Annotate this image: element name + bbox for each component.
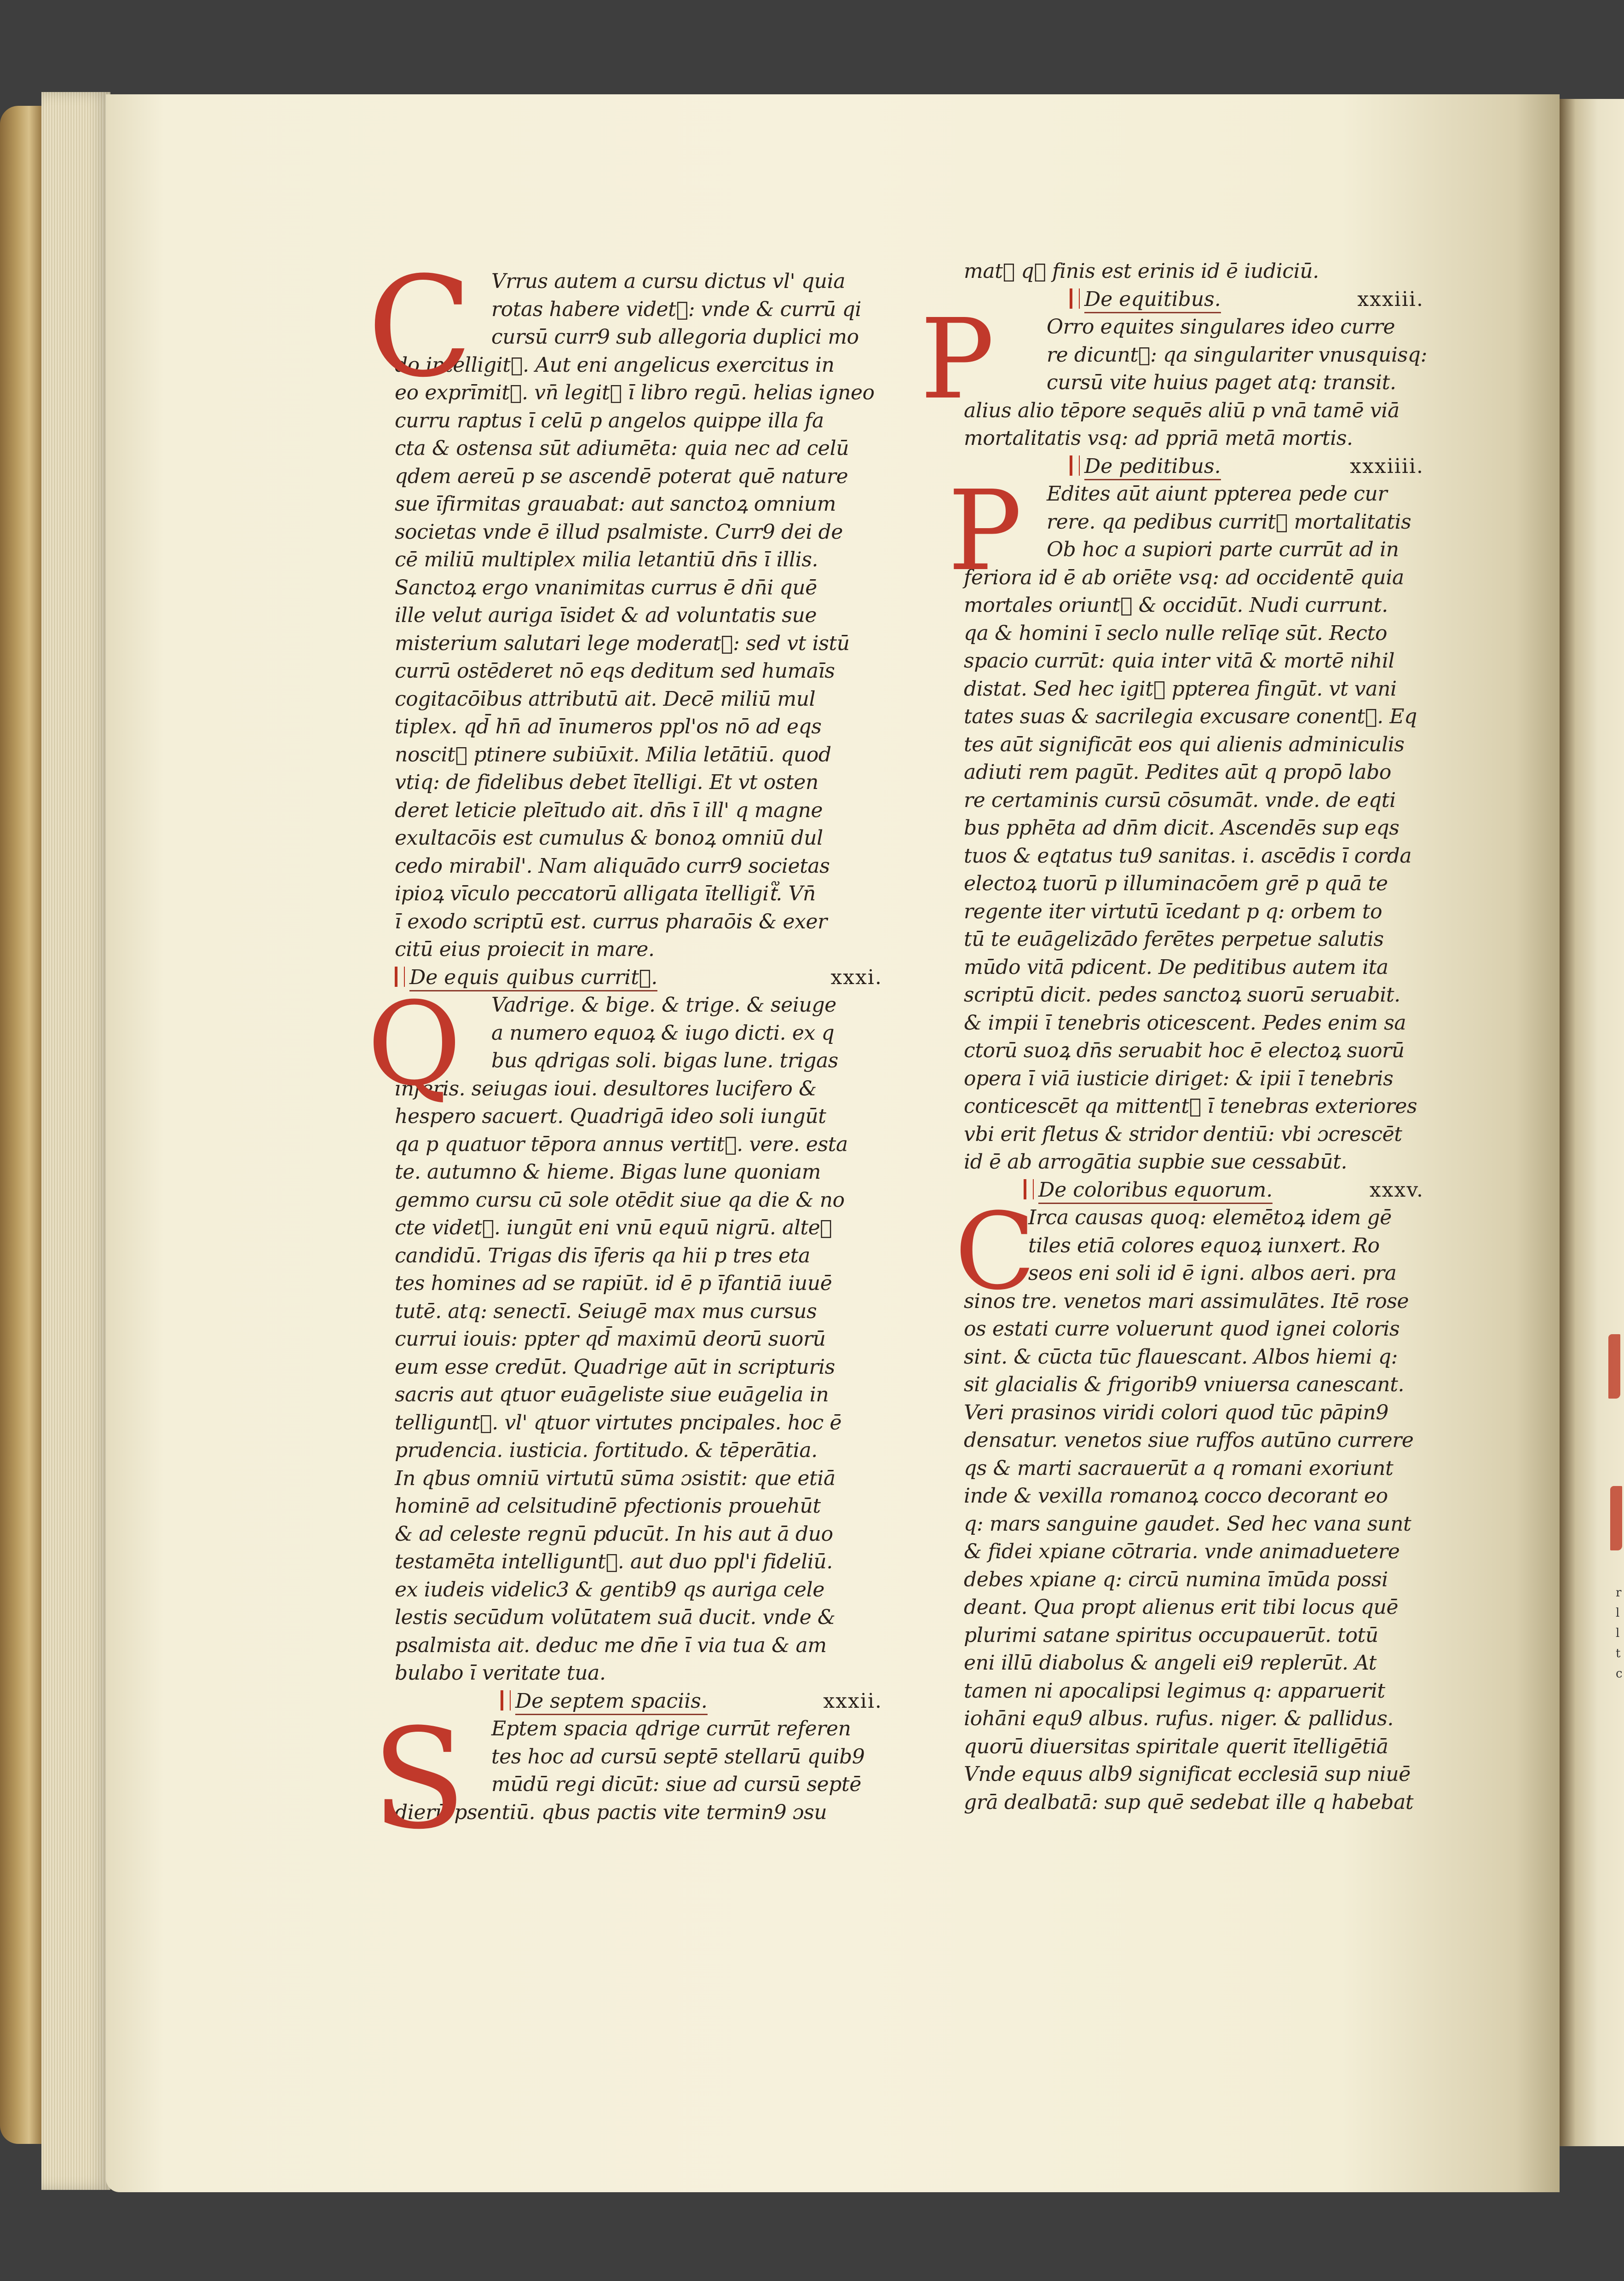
- text-line: vtiq: de fidelibus debet ītelligi. Et vt osten: [395, 771, 818, 794]
- text-line: re certaminis cursū cōsumāt. vnde. de eqti: [964, 788, 1396, 812]
- text-line: citū eius proiecit in mare.: [395, 938, 655, 961]
- text-line: cē miliū multiplex milia letantiū dn̄s ī illis.: [395, 548, 818, 571]
- text-line: Sanctoꝝ ergo vnanimitas currus ē dn̄i quē: [395, 576, 817, 599]
- text-line: quorū diuersitas spiritale querit ītelligētiā: [964, 1734, 1388, 1758]
- text-line: rere. qa pedibus currit᷑ mortalitatis: [1047, 510, 1411, 534]
- text-line: vbi erit fletus & stridor dentiū: vbi ɔcrescēt: [964, 1122, 1402, 1146]
- chapter-number: xxxv.: [1369, 1178, 1424, 1202]
- text-line: ex iudeis videlic3 & gentib9 qs auriga cele: [395, 1578, 824, 1601]
- chapter-heading: [1070, 453, 1424, 481]
- chapter-heading: [395, 964, 882, 992]
- text-line: Irca causas quoq: elemētoꝝ idem gē: [1028, 1206, 1392, 1229]
- text-line: & fidei xpiane cōtraria. vnde animaduetere: [964, 1540, 1400, 1563]
- text-line: candidū. Trigas dis īferis qa hii p tres eta: [395, 1244, 810, 1267]
- text-line: exultacōis est cumulus & bonoꝝ omniū dul: [395, 826, 823, 850]
- text-line: electoꝝ tuorū p illuminacōem grē p quā te: [964, 872, 1388, 895]
- text-line: cte videt᷑. iungūt eni vnū equū nigrū. alteꝝ: [395, 1216, 832, 1239]
- text-line: gemmo cursu cū sole otēdit siue qa die & no: [395, 1188, 845, 1212]
- text-line: distat. Sed hec igit᷑ ppterea fingūt. vt vani: [964, 677, 1397, 701]
- chapter-title: De equitibus.: [1084, 288, 1221, 313]
- text-line: ipioꝝ vīculo peccatorū alligata ītelligit᷑. Vn̄: [395, 882, 816, 905]
- text-line: tutē. atq: senectī. Seiugē max mus cursus: [395, 1299, 817, 1323]
- text-line: iohāni equ9 albus. rufus. niger. & pallidus.: [964, 1707, 1394, 1730]
- text-line: qa & homini ī seclo nulle relīqe sūt. Recto: [964, 621, 1388, 645]
- chapter-title: De coloribus equorum.: [1038, 1178, 1273, 1204]
- initial-letter: Q: [367, 977, 461, 1111]
- text-line: Eptem spacia qdrige currūt referen: [491, 1717, 851, 1740]
- text-line: tiles etiā colores equoꝝ iunxert. Ro: [1028, 1233, 1380, 1257]
- text-line: tates suas & sacrilegia excusare conent᷑. Eq: [964, 705, 1417, 728]
- initial-letter: P: [948, 467, 1022, 595]
- text-line: telligunt᷑. vl' qtuor virtutes pncipales. hoc ē: [395, 1411, 842, 1434]
- text-line: cogitacōibus attributū ait. Decē miliū mul: [395, 687, 816, 711]
- text-line: Ob hoc a supiori parte currūt ad in: [1047, 538, 1399, 561]
- facing-page-edge: [1560, 99, 1624, 2146]
- text-line: Orro equites singulares ideo curre: [1047, 315, 1395, 339]
- text-line: & impii ī tenebris oticescent. Pedes enim sa: [964, 1011, 1406, 1035]
- text-line: sint. & cūcta tūc flauescant. Albos hiemi q:: [964, 1345, 1398, 1369]
- text-line: debes xpiane q: circū numina īmūda possi: [964, 1567, 1388, 1591]
- text-line: a numero equoꝝ & iugo dicti. ex q: [491, 1021, 835, 1045]
- text-line: hominē ad celsitudinē pfectionis prouehūt: [395, 1494, 821, 1518]
- text-line: cta & ostensa sūt adiumēta: quia nec ad celū: [395, 437, 849, 460]
- facing-page-text-fragments: r l l t c: [1616, 1586, 1623, 1681]
- text-line: bus pphēta ad dn̄m dicit. Ascendēs sup eqs: [964, 816, 1399, 840]
- text-line: scriptū dicit. pedes sanctoꝝ suorū seruabit.: [964, 983, 1400, 1007]
- text-line: & ad celeste regnū pducūt. In his aut ā duo: [395, 1522, 833, 1546]
- book-edge: [0, 106, 41, 2144]
- chapter-number: xxxii.: [823, 1689, 882, 1713]
- chapter-heading: [501, 1688, 882, 1716]
- page-stack: [41, 92, 110, 2190]
- text-line: qdem aereū p se ascendē poterat quē nature: [395, 464, 848, 488]
- text-line: densatur. venetos siue ruffos autūno currere: [964, 1429, 1414, 1452]
- text-line: mortalitatis vsq: ad ppriā metā mortis.: [964, 426, 1353, 450]
- text-line: eni illū diabolus & angeli ei9 replerūt. At: [964, 1651, 1377, 1675]
- text-line: spacio currūt: quia inter vitā & mortē nihil: [964, 649, 1395, 673]
- text-line: mortales oriunt᷑ & occidūt. Nudi currunt.: [964, 593, 1388, 617]
- text-line: plurimi satane spiritus occupauerūt. totū: [964, 1623, 1378, 1647]
- text-line: opera ī viā iusticie diriget: & ipii ī tenebris: [964, 1066, 1394, 1090]
- left-column: [367, 247, 882, 1860]
- chapter-title: De peditibus.: [1084, 455, 1221, 480]
- text-line: prudencia. iusticia. fortitudo. & tēperātia.: [395, 1439, 818, 1462]
- paragraph-mark: [501, 1690, 511, 1711]
- chapter-heading: [1070, 286, 1424, 314]
- text-line: Vadrige. & bige. & trige. & seiuge: [491, 993, 836, 1017]
- text-line: sue īfirmitas grauabat: aut sanctoꝝ omnium: [395, 492, 836, 516]
- text-line: eo exprīmit᷑. vn̄ legit᷑ ī libro regū. helias igneo: [395, 381, 875, 404]
- chapter-heading: [1024, 1176, 1424, 1204]
- text-line: mūdo vitā pdicent. De peditibus autem ita: [964, 955, 1388, 979]
- initial-letter: S: [372, 1699, 466, 1860]
- chapter-number: xxxiii.: [1357, 287, 1424, 311]
- text-line: tamen ni apocalipsi legimus q: apparuerit: [964, 1679, 1385, 1703]
- chapter-number: xxxi.: [830, 965, 882, 989]
- facing-page-rubrics: [1606, 1334, 1624, 1681]
- text-line: regente iter virtutū īcedant p q: orbem to: [964, 899, 1382, 923]
- text-line: tiplex. qd̄ hn̄ ad īnumeros ppl'os nō ad eqs: [395, 715, 822, 738]
- text-line: testamēta intelligunt᷑. aut duo ppl'i fideliū.: [395, 1550, 833, 1573]
- text-line: adiuti rem pagūt. Pedites aūt q propō labo: [964, 760, 1391, 784]
- text-line: Vrrus autem a cursu dictus vl' quia: [491, 270, 846, 293]
- text-line: tuos & eqtatus tu9 sanitas. i. ascēdis ī corda: [964, 844, 1412, 868]
- text-line: sit glacialis & frigorib9 vniuersa canescant.: [964, 1373, 1405, 1396]
- text-line: bus qdrigas soli. bigas lune. trigas: [491, 1049, 838, 1072]
- text-line: inde & vexilla romanoꝝ cocco decorant eo: [964, 1484, 1388, 1508]
- text-line: deant. Qua propt alienus erit tibi locus quē: [964, 1596, 1399, 1619]
- chapter-title: De septem spaciis.: [515, 1689, 708, 1715]
- text-line: misterium salutari lege moderat᷑: sed vt istū: [395, 631, 850, 655]
- text-line: cedo mirabil'. Nam aliquādo curr9 societas: [395, 854, 830, 878]
- text-line: deret leticie pleītudo ait. dn̄s ī ill' q magne: [395, 798, 823, 822]
- text-line: qs & marti sacrauerūt a q romani exoriunt: [964, 1456, 1394, 1480]
- chapter-title: De equis quibus currit᷑.: [409, 966, 657, 991]
- text-line: bulabo ī veritate tua.: [395, 1661, 606, 1685]
- text-line: ī exodo scriptū est. currus pharaōis & exer: [395, 910, 827, 933]
- text-line: sinos tre. venetos mari assimulātes. Itē rose: [964, 1289, 1409, 1313]
- text-line: re dicunt᷑: qa singulariter vnusquisq:: [1047, 343, 1428, 367]
- text-line: currū ostēderet nō eqs deditum sed humaīs: [395, 659, 835, 683]
- text-line: Vnde equus alb9 significat ecclesiā sup niuē: [964, 1763, 1411, 1786]
- text-line: societas vnde ē illud psalmiste. Curr9 dei de: [395, 520, 843, 544]
- text-line: inferis. seiugas ioui. desultores lucifero &: [395, 1077, 817, 1100]
- paragraph-mark: [1070, 455, 1080, 476]
- paragraph-coloribus: [955, 1191, 1424, 1816]
- text-line: cursū vite huius paget atq: transit.: [1047, 371, 1396, 394]
- text-line: psalmista ait. deduc me dn̄e ī via tua & am: [395, 1633, 827, 1657]
- initial-letter: C: [955, 1191, 1036, 1313]
- paragraph-mark: [1070, 288, 1080, 309]
- text-line: noscit᷑ ptinere subiūxit. Milia letātiū. quod: [395, 743, 831, 766]
- text-line: tes homines ad se rapiūt. id ē p īfantiā iuuē: [395, 1272, 832, 1295]
- text-line: lestis secūdum volūtatem suā ducit. vnde &: [395, 1606, 835, 1629]
- text-line: grā dealbatā: sup quē sedebat ille q habebat: [964, 1790, 1414, 1814]
- text-line: currui iouis: ppter qd̄ maximū deorū suorū: [395, 1327, 826, 1351]
- text-line: tes aūt significāt eos qui alienis adminiculis: [964, 732, 1405, 756]
- text-line: q: mars sanguine gaudet. Sed hec vana sunt: [964, 1512, 1411, 1536]
- text-line: tes hoc ad cursū septē stellarū quib9: [491, 1745, 865, 1768]
- continuation-line: mat᷑ q᷑ finis est erinis id ē iudiciū.: [964, 259, 1319, 283]
- text-line: sacris aut qtuor euāgeliste siue euāgelia in: [395, 1383, 829, 1406]
- right-column: [920, 258, 1428, 1816]
- text-line: id ē ab arrogātia supbie sue cessabūt.: [964, 1150, 1348, 1174]
- text-line: hespero sacuert. Quadrigā ideo soli iungūt: [395, 1105, 826, 1128]
- initial-letter: C: [367, 247, 473, 408]
- initial-letter: P: [920, 295, 995, 424]
- paragraph-pedites: [948, 467, 1424, 1176]
- text-line: ctorū suoꝝ dn̄s seruabit hoc ē electoꝝ suorū: [964, 1039, 1405, 1062]
- text-line: In qbus omniū virtutū sūma ɔsistit: que etiā: [395, 1466, 835, 1490]
- text-line: conticescēt qa mittent᷑ ī tenebras exteriores: [964, 1094, 1417, 1118]
- text-line: curru raptus ī celū p angelos quippe illa fa: [395, 409, 824, 432]
- text-line: feriora id ē ab oriēte vsq: ad occidentē quia: [964, 565, 1404, 589]
- text-line: Edites aūt aiunt ppterea pede cur: [1047, 482, 1388, 506]
- facing-rubric-mark: [1608, 1334, 1620, 1399]
- text-line: do intelligit᷑. Aut eni angelicus exercitus in: [395, 353, 835, 377]
- chapter-number: xxxiiii.: [1350, 454, 1424, 478]
- text-line: tū te euāgelizādo ferētes perpetue salutis: [964, 927, 1384, 951]
- text-line: dierū psentiū. qbus pactis vite termin9 ɔsu: [395, 1800, 827, 1824]
- text-line: ille velut auriga īsidet & ad voluntatis sue: [395, 604, 817, 627]
- text-line: te. autumno & hieme. Bigas lune quoniam: [395, 1160, 821, 1184]
- text-line: seos eni soli id ē igni. albos aeri. pra: [1028, 1261, 1397, 1285]
- text-line: cursū curr9 sub allegoria duplici mo: [491, 325, 859, 349]
- text-line: eum esse credūt. Quadrige aūt in scripturis: [395, 1355, 835, 1379]
- text-line: qa p quatuor tēpora annus vertit᷑. vere. esta: [395, 1132, 848, 1156]
- facing-rubric-mark: [1610, 1486, 1622, 1550]
- text-line: mūdū regi dicūt: siue ad cursū septē: [491, 1773, 861, 1796]
- text-line: rotas habere videt᷑: vnde & currū qi: [491, 297, 862, 321]
- text-line: Veri prasinos viridi colori quod tūc pāpin9: [964, 1400, 1388, 1424]
- text-line: os estati curre voluerunt quod ignei coloris: [964, 1317, 1400, 1341]
- text-line: alius alio tēpore sequēs aliū p vnā tamē viā: [964, 398, 1399, 422]
